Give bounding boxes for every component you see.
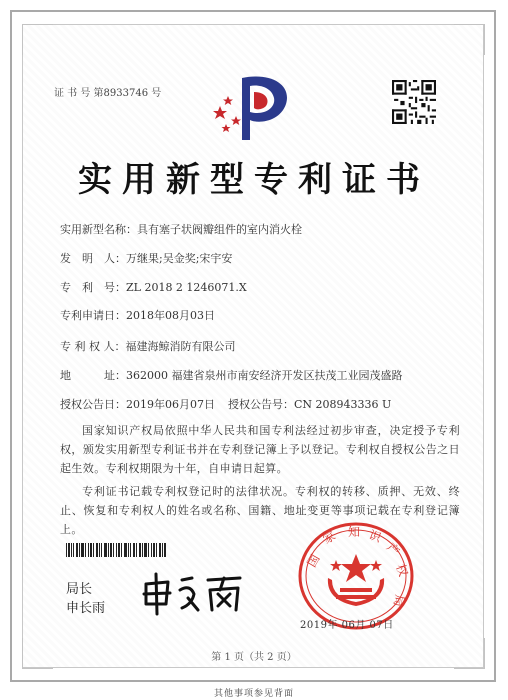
body-paragraph-2: 专利证书记载专利权登记时的法律状况。专利权的转移、质押、无效、终止、恢复和专利权人的姓名或名称、国籍、地址变更等事项记载在专利登记簿上。 xyxy=(60,485,460,536)
svg-text:权: 权 xyxy=(393,562,411,579)
field-value: ZL 2018 2 1246071.X xyxy=(126,281,247,294)
svg-text:识: 识 xyxy=(366,527,384,545)
certificate-number: 证 书 号 第8933746 号 xyxy=(54,88,162,99)
field-application-date xyxy=(60,307,215,323)
field-label: 专 利 权 人： xyxy=(60,340,126,353)
field-inventors xyxy=(60,250,232,266)
corner-ornament xyxy=(22,24,53,55)
director-name: 申长雨 xyxy=(66,601,106,616)
cnipa-logo-icon xyxy=(212,70,296,144)
field-label: 发 明 人： xyxy=(60,252,126,265)
field-utility-model-name xyxy=(60,221,302,237)
field-value: 万继果;吴金奖;宋宇安 xyxy=(126,252,233,265)
field-label: 专利申请日： xyxy=(60,309,126,322)
svg-text:产: 产 xyxy=(383,540,403,559)
footer-note: 其他事项参见背面 xyxy=(213,689,294,699)
field-value: 362000 福建省泉州市南安经济开发区扶茂工业园茂盛路 xyxy=(126,369,403,382)
field-label: 地 址： xyxy=(60,369,126,382)
field-patent-number xyxy=(60,279,247,295)
corner-ornament xyxy=(454,24,485,55)
page-number: 第 1 页（共 2 页） xyxy=(211,652,297,663)
announcement-number: 授权公告号：CN 208943336 U xyxy=(228,398,392,411)
svg-text:知: 知 xyxy=(348,525,361,539)
svg-text:局: 局 xyxy=(390,593,407,608)
director-title: 局长 xyxy=(66,582,93,597)
certificate-title: 实用新型专利证书 xyxy=(78,160,430,200)
field-value: 具有塞子状阀瓣组件的室内消火栓 xyxy=(137,223,302,236)
barcode-icon xyxy=(66,543,166,557)
field-label: 实用新型名称： xyxy=(60,223,137,236)
field-value: 福建海鲸消防有限公司 xyxy=(125,340,236,353)
body-paragraph-1: 国家知识产权局依照中华人民共和国专利法经过初步审查，决定授予专利权，颁发实用新型专利证书并在专利登记簿上予以登记。专利权自授权公告之日起生效。专利权期限为十年，自申请日起算。 xyxy=(60,424,460,475)
field-value: 2018年08月03日 xyxy=(126,309,215,322)
field-address xyxy=(60,367,403,383)
field-announcement-date xyxy=(60,396,215,412)
field-patentee xyxy=(60,338,236,354)
svg-text:家: 家 xyxy=(320,528,338,547)
field-label: 授权公告日： xyxy=(60,398,126,411)
director-signature-icon xyxy=(140,570,250,618)
svg-text:国: 国 xyxy=(304,552,323,570)
qr-code-icon xyxy=(392,80,436,124)
seal-date: 2019年 06月 07日 xyxy=(300,620,394,631)
field-label: 专 利 号： xyxy=(60,281,126,294)
field-value: 2019年06月07日 xyxy=(126,398,215,411)
